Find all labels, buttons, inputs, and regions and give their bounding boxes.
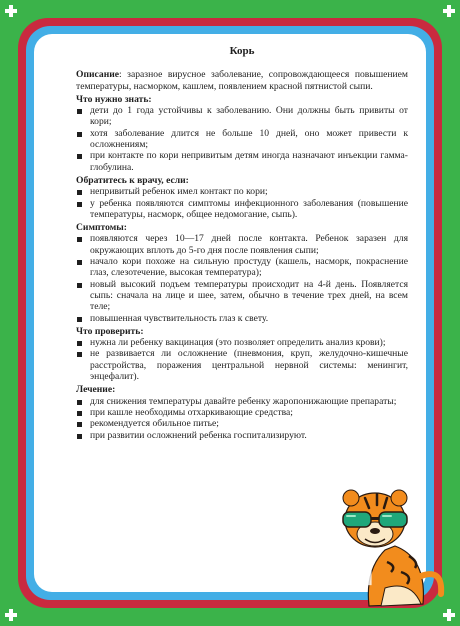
section-heading: Лечение : — [76, 384, 408, 395]
list-item: при кашле необходимы отхаркивающие средства; — [76, 407, 408, 418]
list-item: не развивается ли осложнение (пневмония, круп, желудочно-кишечные расстройства, поражения центральной нервной системы: менингит, энцефалит). — [76, 348, 408, 382]
list-item: при развитии осложнений ребенка госпитализируют. — [76, 430, 408, 441]
list-item: дети до 1 года устойчивы к заболеванию. Они должны быть привиты от кори; — [76, 105, 408, 128]
description-paragraph — [76, 69, 408, 92]
section-heading: Симптомы : — [76, 222, 408, 233]
article — [76, 40, 408, 442]
section-heading: Что проверить : — [76, 326, 408, 337]
description-label: Описание — [76, 69, 120, 81]
section-list — [76, 233, 408, 323]
section-list — [76, 337, 408, 382]
section-heading: Обратитесь к врачу, если : — [76, 175, 408, 186]
list-item: рекомендуется обильное питье; — [76, 418, 408, 429]
list-item: появляются через 10—17 дней после контакта. Ребенок заразен для окружающих вплоть до 5-го дня после появления сыпи; — [76, 233, 408, 256]
list-item: повышенная чувствительность глаз к свету. — [76, 313, 408, 324]
plus-icon — [5, 609, 17, 621]
list-item: новый высокий подъем температуры происходит на 4-й день. Появляется сыпь: сначала на лице и шее, затем, обычно в течение трех дней, на всем теле; — [76, 279, 408, 313]
section-heading: Что нужно знать : — [76, 94, 408, 105]
description-text: : заразное вирусное заболевание, сопровождающееся повышением температуры, насморком, кашлем, появлением красной пятнистой сыпи. — [76, 69, 408, 92]
tiger-illustration — [325, 476, 445, 616]
list-item: при контакте по кори непривитым детям иногда назначают инъекции гамма-глобулина. — [76, 150, 408, 173]
plus-icon — [5, 5, 17, 17]
section-list — [76, 105, 408, 173]
list-item: у ребенка появляются симптомы инфекционного заболевания (повышение температуры, насморк, общее недомогание, сыпь). — [76, 198, 408, 221]
section-list — [76, 186, 408, 220]
list-item: нужна ли ребенку вакцинация (это позволяет определить анализ крови); — [76, 337, 408, 348]
plus-icon — [443, 5, 455, 17]
section-list — [76, 396, 408, 441]
list-item: хотя заболевание длится не больше 10 дней, оно может привести к осложнениям; — [76, 128, 408, 151]
page-title: Корь — [229, 45, 255, 57]
list-item: непривитый ребенок имел контакт по кори; — [76, 186, 408, 197]
list-item: начало кори похоже на сильную простуду (кашель, насморк, покраснение глаз, слезотечение, высокая температура); — [76, 256, 408, 279]
list-item: для снижения температуры давайте ребенку жаропонижающие препараты; — [76, 396, 408, 407]
watermark: Posta.ru — [228, 558, 375, 593]
